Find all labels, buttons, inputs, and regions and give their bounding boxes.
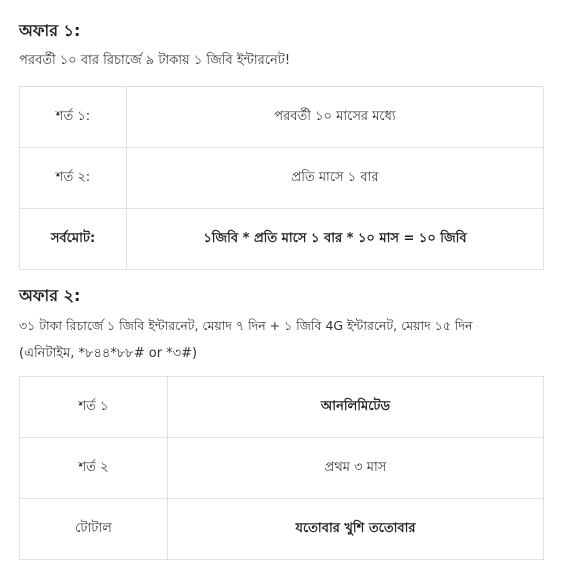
- total-label: সর্বমোট:: [20, 209, 127, 270]
- offer-1-description: পরবর্তী ১০ বার রিচার্জে ৯ টাকায় ১ জিবি ইন্টারনেট!: [19, 53, 291, 68]
- total-label: টোটাল: [20, 499, 168, 560]
- condition-2-value: প্রথম ৩ মাস: [168, 438, 544, 499]
- total-value: যতোবার খুশি ততোবার: [168, 499, 544, 560]
- condition-1-label: শর্ত ১: [20, 377, 168, 438]
- offer-2-description: ৩১ টাকা রিচার্জে ১ জিবি ইন্টারনেট, মেয়াদ ৭ দিন + ১ জিবি 4G ইন্টারনেট, মেয়াদ ১৫ দিন: [19, 318, 473, 333]
- table-row: [20, 377, 544, 438]
- offer-1-table: [19, 86, 544, 270]
- offer-2-description-codes: (এনিটাইম, *৮৪৪*৮৮# or *৩#): [19, 346, 198, 361]
- condition-2-label: শর্ত ২: [20, 438, 168, 499]
- offer-2-heading: অফার ২:: [19, 286, 81, 305]
- condition-1-value: আনলিমিটেড: [168, 377, 544, 438]
- offer-2-table: [19, 376, 544, 560]
- condition-2-value: প্রতি মাসে ১ বার: [127, 148, 544, 209]
- table-row: [20, 87, 544, 148]
- table-row: [20, 438, 544, 499]
- condition-2-label: শর্ত ২:: [20, 148, 127, 209]
- condition-1-value: পরবর্তী ১০ মাসের মধ্যে: [127, 87, 544, 148]
- total-value: ১জিবি * প্রতি মাসে ১ বার * ১০ মাস = ১০ জিবি: [127, 209, 544, 270]
- table-row: [20, 499, 544, 560]
- table-row: [20, 209, 544, 270]
- offer-1-heading: অফার ১:: [19, 21, 81, 40]
- table-row: [20, 148, 544, 209]
- condition-1-label: শর্ত ১:: [20, 87, 127, 148]
